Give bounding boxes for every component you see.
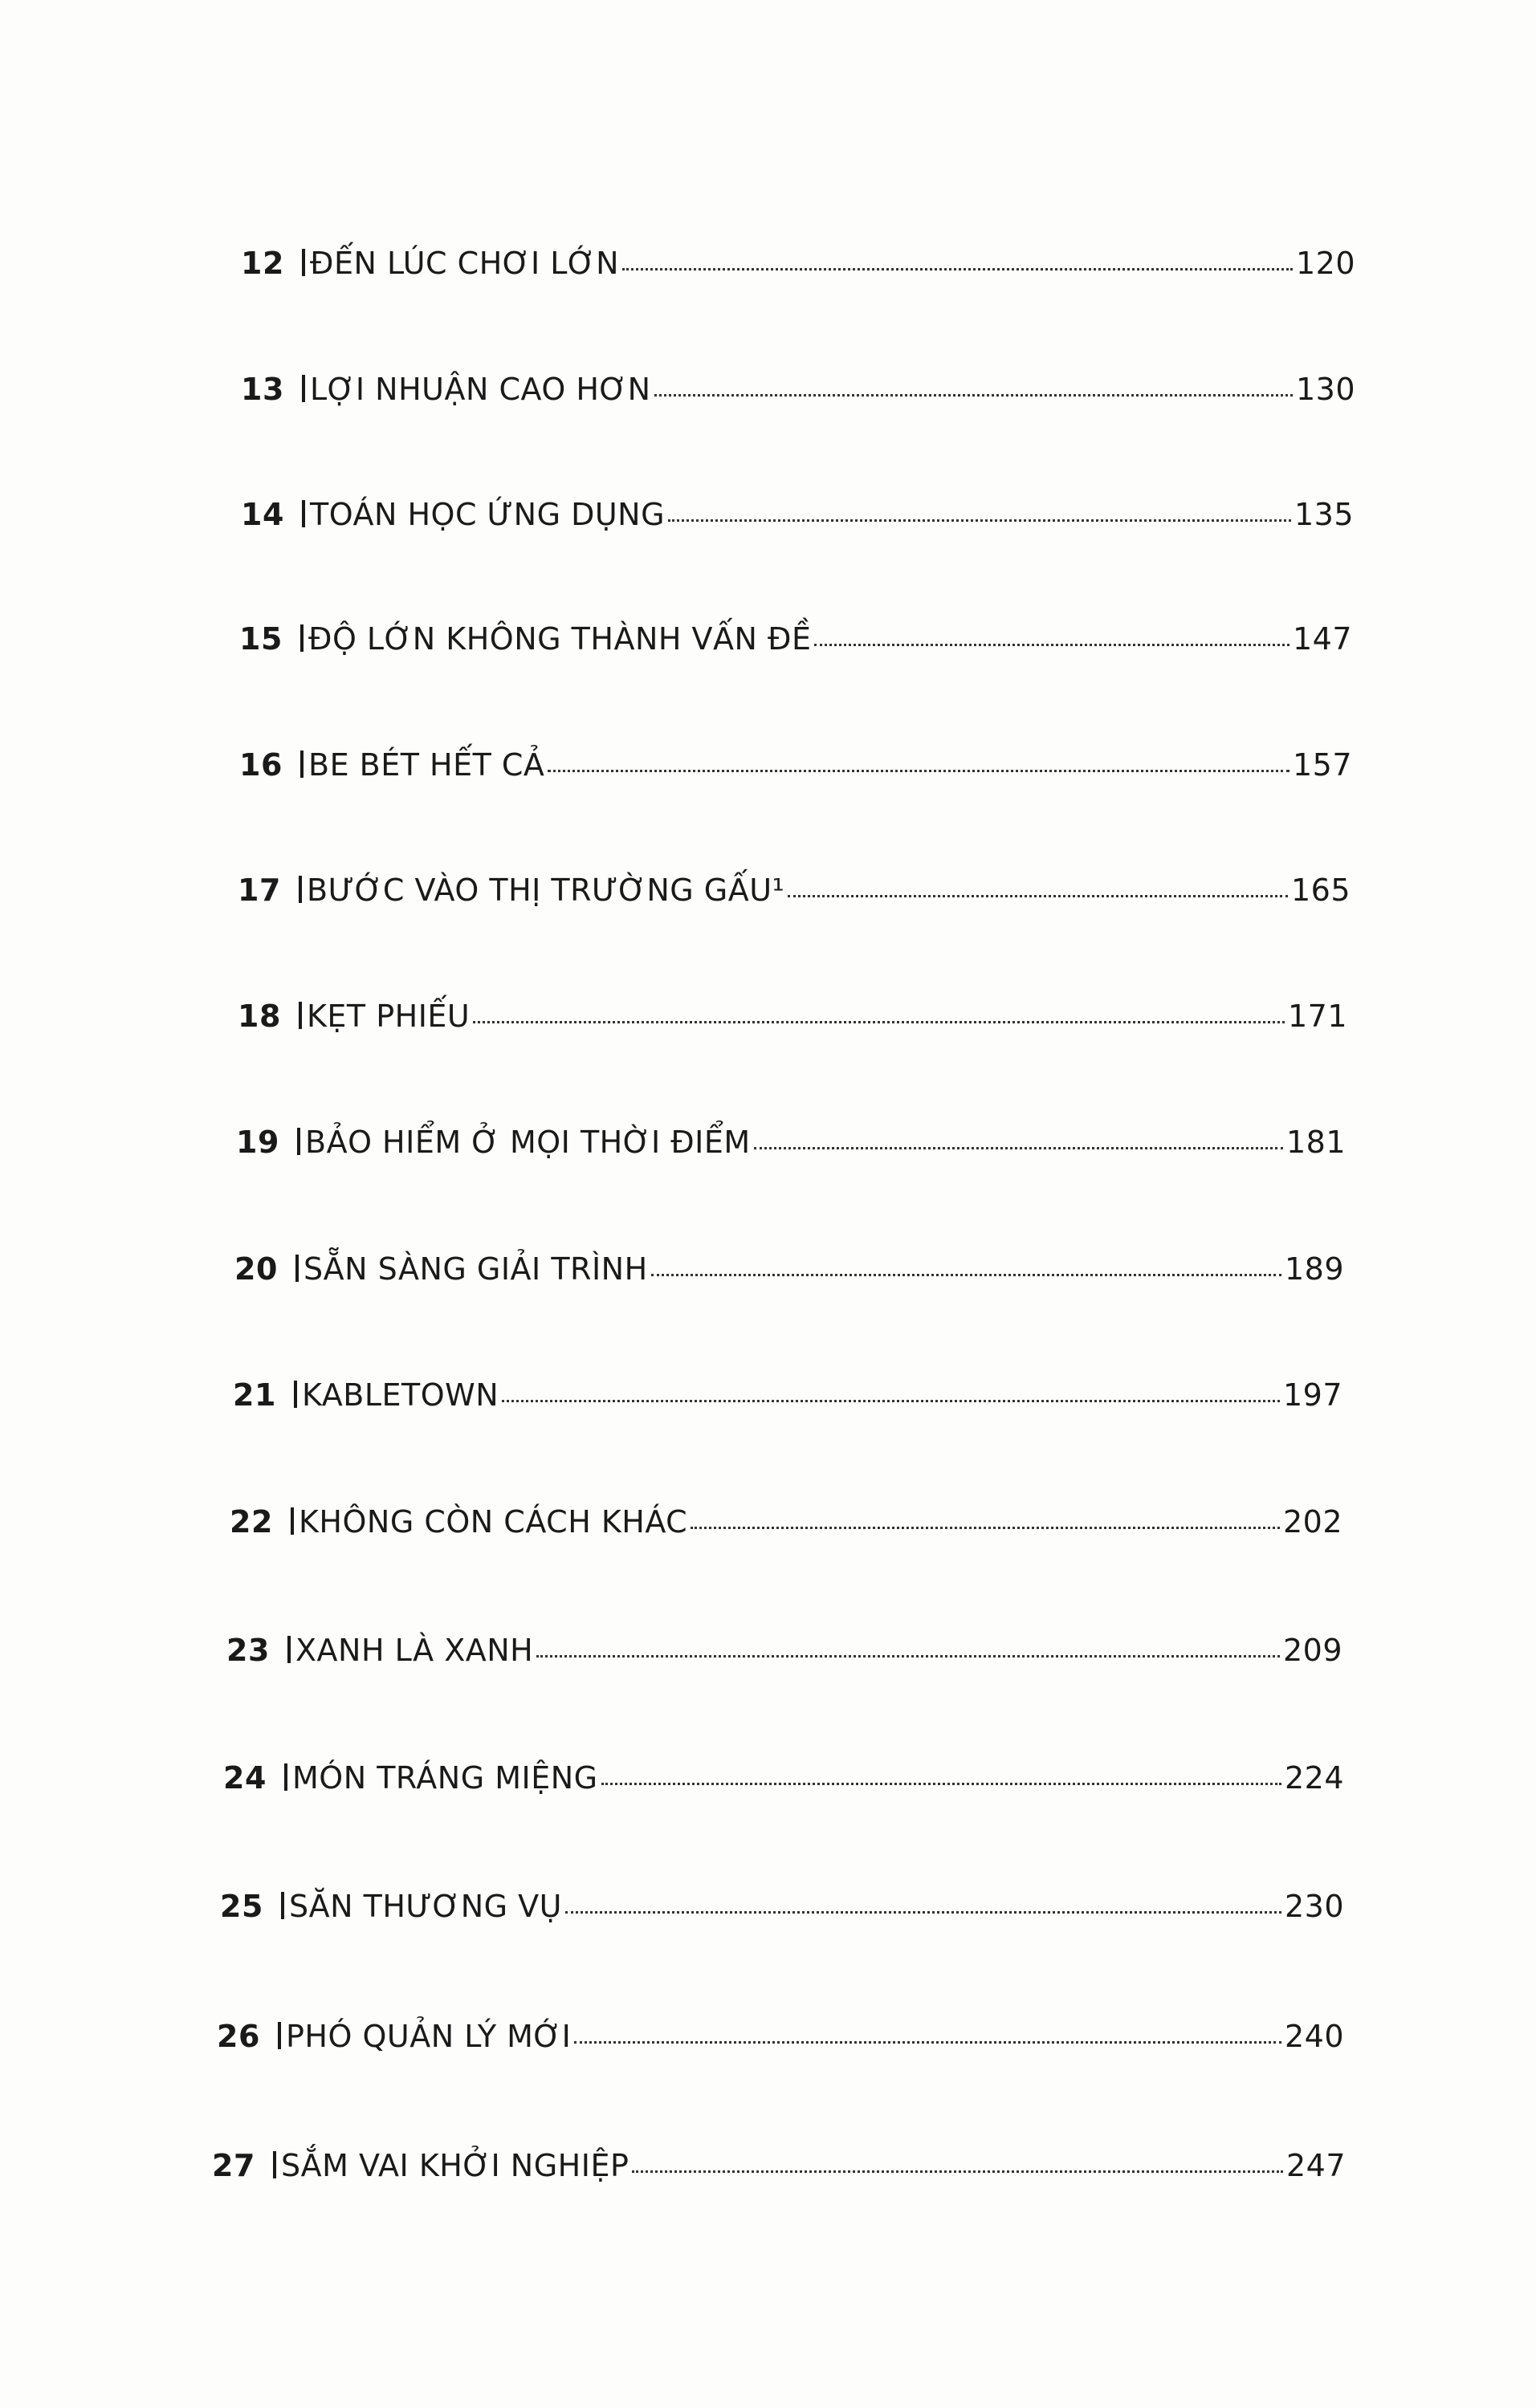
page-number: 135 [1294,497,1354,532]
toc-entry-20 [234,1251,1344,1287]
page-number: 247 [1285,2148,1346,2183]
separator-bar [287,1636,291,1663]
chapter-title: LỢI NHUẬN CAO HƠN [310,372,651,407]
chapter-number: 19 [236,1125,279,1160]
page-number: 224 [1284,1760,1344,1796]
chapter-title: BẢO HIỂM Ở MỌI THỜI ĐIỂM [305,1125,751,1160]
chapter-number: 14 [241,497,284,532]
toc-entry-24 [223,1760,1344,1796]
page-number: 197 [1282,1377,1342,1413]
dot-leader [651,1274,1281,1276]
toc-entry-17 [238,872,1351,908]
chapter-title: ĐỘ LỚN KHÔNG THÀNH VẤN ĐỀ [308,621,812,657]
dot-leader [814,644,1289,646]
separator-bar [278,2022,281,2049]
dot-leader [622,268,1293,270]
separator-bar [299,1002,302,1029]
dot-leader [654,394,1293,397]
page-number: 202 [1282,1504,1342,1540]
dot-leader [754,1147,1283,1149]
toc-entry-16 [239,747,1352,783]
chapter-number: 12 [241,246,284,281]
chapter-number: 20 [234,1251,278,1287]
separator-bar [300,750,304,778]
separator-bar [297,1128,300,1155]
chapter-number: 15 [239,621,283,657]
chapter-title: KABLETOWN [302,1377,499,1413]
page-number: 171 [1287,999,1347,1034]
separator-bar [291,1507,294,1535]
toc-entry-14 [241,497,1354,532]
chapter-title: TOÁN HỌC ỨNG DỤNG [310,497,666,532]
dot-leader [601,1783,1281,1785]
page-number: 147 [1292,621,1352,657]
dot-leader [788,895,1288,897]
toc-entry-12 [241,246,1355,281]
page-number: 240 [1284,2019,1344,2054]
separator-bar [273,2151,276,2178]
chapter-number: 23 [226,1633,270,1668]
page-number: 209 [1282,1633,1342,1668]
toc-entry-22 [230,1504,1342,1540]
chapter-number: 22 [230,1504,273,1540]
page-number: 157 [1292,747,1352,783]
dot-leader [668,519,1291,522]
dot-leader [536,1655,1280,1658]
chapter-title: MÓN TRÁNG MIỆNG [292,1760,598,1796]
page-number: 181 [1285,1125,1346,1160]
toc-entry-15 [239,621,1352,657]
dot-leader [565,1911,1281,1914]
toc-entry-13 [241,372,1355,407]
separator-bar [294,1381,297,1408]
chapter-number: 16 [239,747,283,783]
chapter-title: KHÔNG CÒN CÁCH KHÁC [299,1504,688,1540]
separator-bar [302,500,305,527]
chapter-title: SẴN SÀNG GIẢI TRÌNH [304,1251,648,1287]
dot-leader [632,2170,1283,2173]
chapter-title: BE BÉT HẾT CẢ [308,747,545,783]
separator-bar [281,1892,284,1919]
separator-bar [284,1763,287,1791]
toc-entry-19 [236,1125,1346,1160]
separator-bar [299,876,302,903]
chapter-number: 13 [241,372,284,407]
chapter-number: 25 [220,1889,263,1924]
dot-leader [691,1527,1280,1529]
separator-bar [300,624,304,652]
page-number: 120 [1295,246,1355,281]
dot-leader [574,2041,1281,2044]
chapter-number: 21 [233,1377,276,1413]
dot-leader [502,1400,1280,1402]
toc-entry-23 [226,1633,1342,1668]
chapter-title: SẮM VAI KHỞI NGHIỆP [281,2148,629,2183]
chapter-title: XANH LÀ XANH [295,1633,534,1668]
separator-bar [302,249,305,276]
chapter-number: 17 [238,872,281,908]
page-number: 189 [1284,1251,1344,1287]
chapter-number: 24 [223,1760,267,1796]
toc-entry-21 [233,1377,1342,1413]
chapter-title: SĂN THƯƠNG VỤ [289,1889,562,1924]
dot-leader [548,770,1290,772]
toc-entry-25 [220,1889,1344,1924]
chapter-number: 26 [217,2019,260,2054]
separator-bar [295,1255,299,1282]
page-number: 230 [1284,1889,1344,1924]
dot-leader [473,1021,1285,1023]
chapter-number: 27 [212,2148,255,2183]
chapter-title: ĐẾN LÚC CHƠI LỚN [310,246,620,281]
chapter-title: KẸT PHIẾU [307,999,471,1034]
toc-entry-18 [238,999,1347,1034]
page-number: 130 [1295,372,1355,407]
chapter-title: BƯỚC VÀO THỊ TRƯỜNG GẤU¹ [307,872,785,908]
page-number: 165 [1290,872,1351,908]
toc-entry-26 [217,2019,1344,2054]
toc-entry-27 [212,2148,1346,2183]
separator-bar [302,375,305,402]
chapter-title: PHÓ QUẢN LÝ MỚI [286,2019,572,2054]
chapter-number: 18 [238,999,281,1034]
